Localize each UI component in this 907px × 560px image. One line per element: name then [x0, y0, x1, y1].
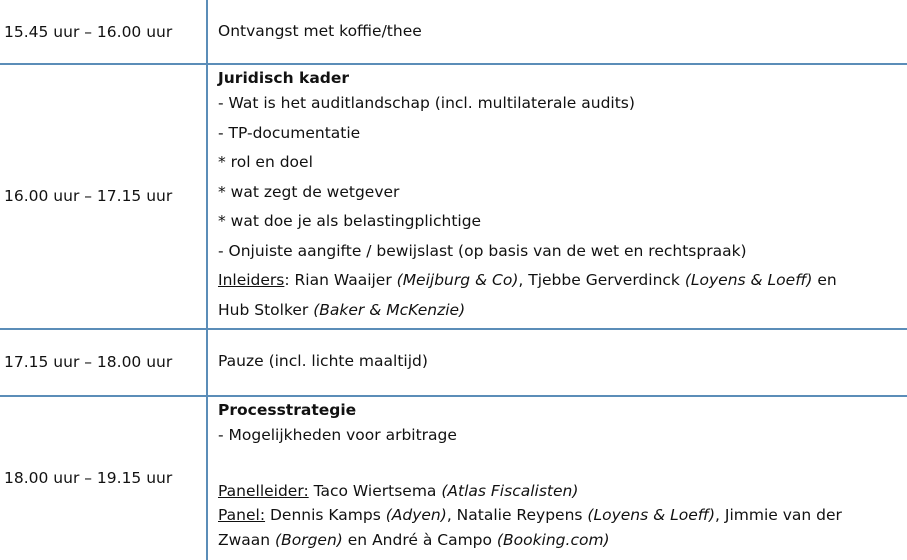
- speakers-colon: :: [284, 271, 295, 289]
- table-row: [0, 329, 907, 396]
- content-cell: [218, 17, 904, 47]
- panelist-org: (Loyens & Loeff): [587, 506, 716, 524]
- speakers-line: [218, 266, 904, 296]
- speaker-name: Tjebbe Gerverdinck: [528, 271, 685, 289]
- table-row: [0, 396, 907, 560]
- session-title: Processtrategie: [218, 401, 357, 419]
- time-label: 15.45 uur – 16.00 uur: [4, 22, 173, 41]
- content-cell: [218, 399, 904, 553]
- speaker-name: Rian Waaijer: [294, 271, 397, 289]
- speaker-org: (Meijburg & Co): [396, 271, 519, 289]
- table-row: [0, 64, 907, 329]
- panelist-separator: , Jimmie van der: [715, 506, 842, 524]
- lead-org: (Atlas Fiscalisten): [441, 482, 579, 500]
- session-title: Juridisch kader: [218, 69, 350, 87]
- lead-label: Panelleider:: [218, 482, 309, 500]
- panelist-name: Natalie Reypens: [456, 506, 588, 524]
- panelist-org: (Adyen): [385, 506, 447, 524]
- panelist-org: (Booking.com): [496, 531, 610, 549]
- lead-name: Taco Wiertsema: [308, 482, 442, 500]
- table-row: [0, 0, 907, 64]
- list-item: - Wat is het auditlandschap (incl. multilaterale audits): [218, 94, 635, 112]
- list-item: - TP-documentatie: [218, 123, 361, 142]
- content-cell: [218, 67, 904, 325]
- speaker-separator: en: [812, 271, 837, 289]
- time-cell: [4, 329, 202, 395]
- speaker-separator: ,: [518, 271, 529, 289]
- panel-line: [218, 503, 904, 528]
- panel-line: [218, 528, 904, 553]
- panelist-org: (Borgen): [275, 531, 343, 549]
- speaker-org: (Loyens & Loeff): [684, 271, 813, 289]
- session-text: Pauze (incl. lichte maaltijd): [218, 352, 428, 370]
- time-label: 16.00 uur – 17.15 uur: [4, 187, 173, 205]
- panelist-name: André à Campo: [372, 531, 497, 549]
- lead-line: [218, 480, 904, 503]
- speaker-org: (Baker & McKenzie): [313, 300, 466, 319]
- time-label: 17.15 uur – 18.00 uur: [4, 353, 173, 371]
- session-text: Ontvangst met koffie/thee: [218, 22, 422, 40]
- panel-label: Panel:: [218, 506, 266, 524]
- spacer: [218, 451, 904, 481]
- time-cell: [4, 64, 202, 328]
- content-cell: [218, 347, 904, 377]
- panelist-name: Dennis Kamps: [265, 506, 386, 524]
- time-cell: [4, 0, 202, 63]
- list-item: * wat zegt de wetgever: [218, 182, 400, 201]
- time-label: 18.00 uur – 19.15 uur: [4, 469, 173, 487]
- speakers-label: Inleiders: [218, 271, 285, 289]
- speakers-line: [218, 296, 904, 326]
- speaker-name: Hub Stolker: [218, 300, 314, 319]
- panelist-separator: en: [342, 531, 373, 549]
- time-cell: [4, 396, 202, 560]
- panelist-name: Zwaan: [218, 531, 276, 549]
- panelist-separator: ,: [446, 506, 457, 524]
- list-item: * rol en doel: [218, 153, 313, 171]
- list-item: - Mogelijkheden voor arbitrage: [218, 426, 457, 444]
- list-item: * wat doe je als belastingplichtige: [218, 212, 482, 230]
- list-item: - Onjuiste aangifte / bewijslast (op basis van de wet en rechtspraak): [218, 241, 747, 260]
